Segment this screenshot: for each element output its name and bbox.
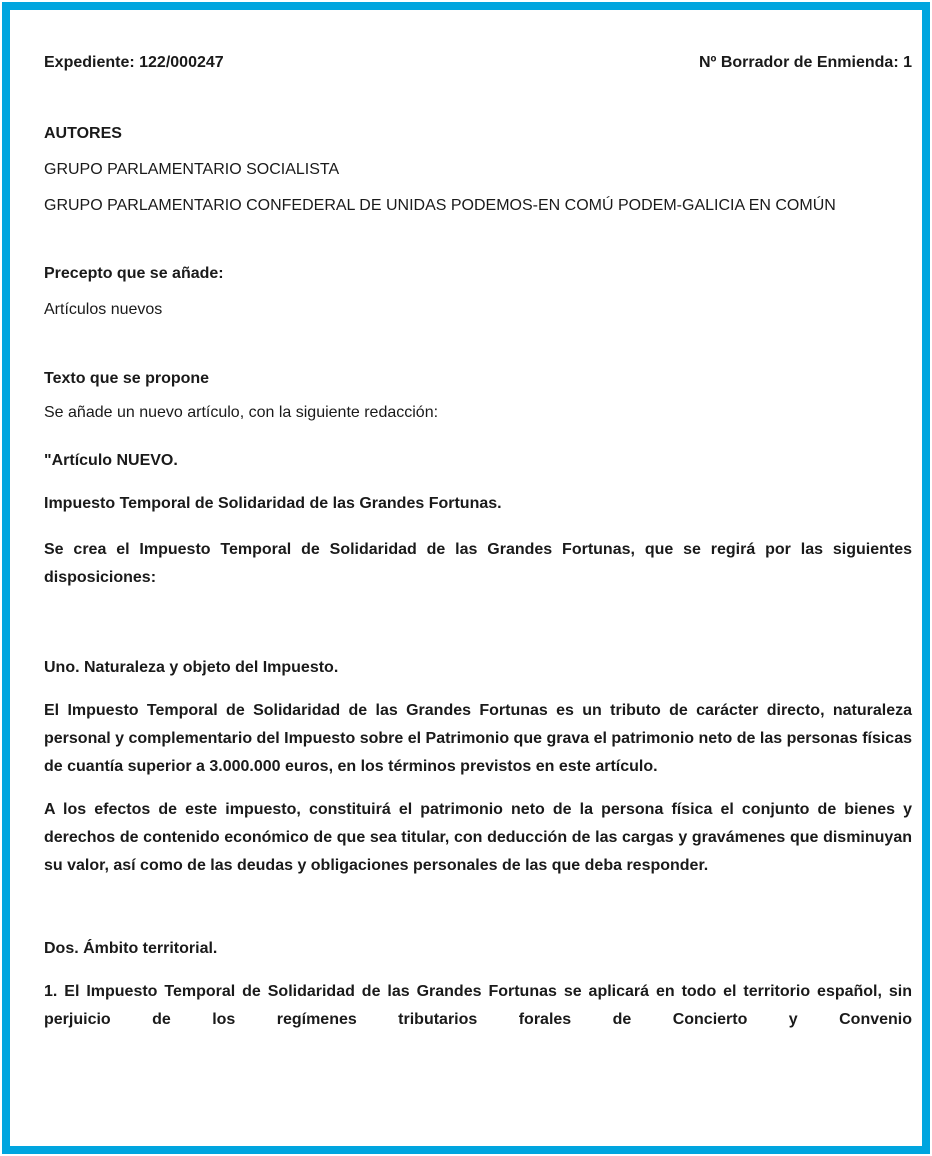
- impuesto-creation-paragraph: Se crea el Impuesto Temporal de Solidaridad de las Grandes Fortunas, que se regirá por las siguientes disposiciones:: [44, 541, 912, 586]
- tax-nature-paragraph: El Impuesto Temporal de Solidaridad de las Grandes Fortunas es un tributo de carácter directo, naturaleza personal y complementario del Impuesto sobre el Patrimonio que grava el patrimonio neto de las personas físicas de cuantía superior a 3.000.000 euros, en los términos previstos en este artículo.: [44, 702, 912, 775]
- author-group-socialista: GRUPO PARLAMENTARIO SOCIALISTA: [44, 161, 340, 178]
- articulo-nuevo-title: "Artículo NUEVO.: [44, 452, 178, 469]
- document-content: [10, 49, 922, 1034]
- section-dos-heading: Dos. Ámbito territorial.: [44, 940, 218, 957]
- document-page: [2, 2, 930, 1154]
- impuesto-title: Impuesto Temporal de Solidaridad de las Grandes Fortunas.: [44, 495, 502, 512]
- enmienda-number-field: Nº Borrador de Enmienda: 1: [699, 54, 912, 71]
- precepto-value: Artículos nuevos: [44, 301, 163, 318]
- texto-intro: Se añade un nuevo artículo, con la siguiente redacción:: [44, 404, 439, 421]
- document-header: [44, 49, 912, 77]
- precepto-heading: Precepto que se añade:: [44, 265, 224, 282]
- texto-heading: Texto que se propone: [44, 370, 210, 387]
- section-uno-heading: Uno. Naturaleza y objeto del Impuesto.: [44, 659, 339, 676]
- territorial-scope-paragraph: 1. El Impuesto Temporal de Solidaridad de las Grandes Fortunas se aplicará en todo el territorio español, sin perjuicio de los regímenes tributarios forales de Concierto y Convenio: [44, 983, 912, 1028]
- net-worth-paragraph: A los efectos de este impuesto, constituirá el patrimonio neto de la persona física el conjunto de bienes y derechos de contenido económico de que sea titular, con deducción de las cargas y gravámenes que disminuyan su valor, así como de las deudas y obligaciones personales de las que deba responder.: [44, 801, 912, 874]
- expediente-field: Expediente: 122/000247: [44, 54, 224, 71]
- author-group-confederal: GRUPO PARLAMENTARIO CONFEDERAL DE UNIDAS PODEMOS-EN COMÚ PODEM-GALICIA EN COMÚN: [44, 197, 836, 214]
- autores-heading: AUTORES: [44, 125, 122, 142]
